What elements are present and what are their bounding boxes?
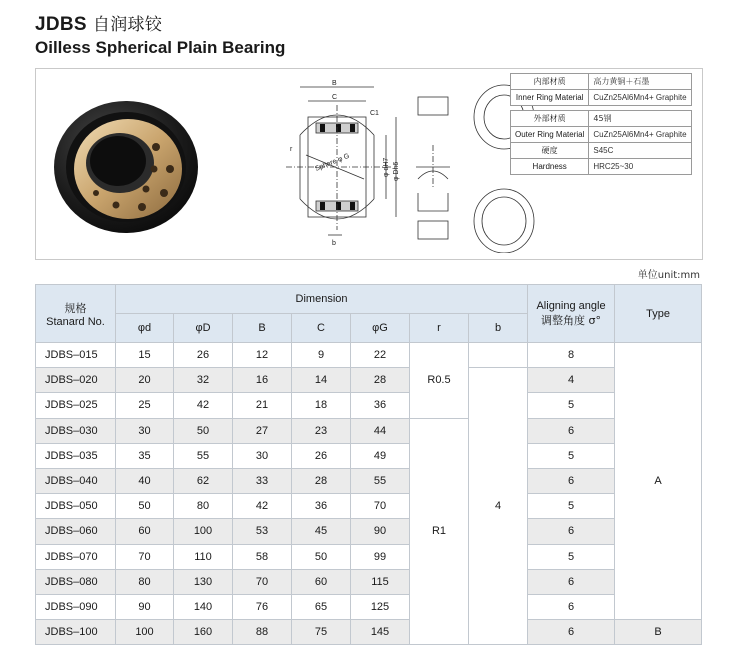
cell-B: 58	[233, 544, 292, 569]
cell-D: 140	[174, 594, 233, 619]
cell-standard-no: JDBS–015	[36, 343, 116, 368]
cell-B: 21	[233, 393, 292, 418]
col-aligning-header	[528, 285, 615, 343]
col-d-header: φd	[116, 314, 174, 343]
dim-dH7-label: φ dH7	[383, 157, 390, 177]
cell-d: 25	[116, 393, 174, 418]
cell-standard-no: JDBS–035	[36, 443, 116, 468]
cell-standard-no: JDBS–040	[36, 468, 116, 493]
table-row	[36, 569, 702, 594]
table-row	[36, 544, 702, 569]
cell-standard-no: JDBS–025	[36, 393, 116, 418]
col-aligning-cn: 调整角度 σ°	[541, 313, 602, 327]
material-table	[510, 73, 692, 175]
material-row	[511, 90, 692, 106]
cell-type: B	[615, 620, 702, 645]
bearing-photo	[46, 89, 206, 239]
col-standard-en: Stanard No.	[46, 315, 105, 328]
table-row	[36, 519, 702, 544]
cell-D: 100	[174, 519, 233, 544]
cell-d: 35	[116, 443, 174, 468]
model-name-cn: 自润球铰	[92, 15, 163, 35]
table-row	[36, 443, 702, 468]
cell-aligning-angle: 5	[528, 544, 615, 569]
cell-B: 42	[233, 494, 292, 519]
cell-b: 4	[469, 368, 528, 645]
cell-C: 18	[292, 393, 351, 418]
cell-D: 62	[174, 468, 233, 493]
cell-aligning-angle: 6	[528, 569, 615, 594]
table-row	[36, 468, 702, 493]
cell-aligning-angle: 6	[528, 594, 615, 619]
cell-r: R1	[410, 418, 469, 645]
cell-B: 12	[233, 343, 292, 368]
cell-b	[469, 343, 528, 368]
material-value: HRC25~30	[589, 159, 691, 175]
cell-standard-no: JDBS–060	[36, 519, 116, 544]
cell-B: 33	[233, 468, 292, 493]
material-row	[511, 111, 692, 127]
cell-C: 36	[292, 494, 351, 519]
cell-C: 45	[292, 519, 351, 544]
cell-d: 80	[116, 569, 174, 594]
cell-C: 65	[292, 594, 351, 619]
dim-Dh6-label: φ Dh6	[393, 161, 400, 181]
cell-d: 15	[116, 343, 174, 368]
product-subtitle: Oilless Spherical Plain Bearing	[35, 38, 286, 57]
cell-D: 80	[174, 494, 233, 519]
cell-aligning-angle: 5	[528, 443, 615, 468]
cell-G: 70	[351, 494, 410, 519]
cell-standard-no: JDBS–030	[36, 418, 116, 443]
cell-standard-no: JDBS–070	[36, 544, 116, 569]
col-D-header: φD	[174, 314, 233, 343]
table-row	[36, 594, 702, 619]
cell-B: 16	[233, 368, 292, 393]
cell-G: 125	[351, 594, 410, 619]
cell-C: 14	[292, 368, 351, 393]
material-key: Inner Ring Material	[511, 90, 589, 106]
col-B-header: B	[233, 314, 292, 343]
cell-G: 28	[351, 368, 410, 393]
model-code: JDBS	[35, 14, 87, 35]
material-row	[511, 74, 692, 90]
cell-d: 50	[116, 494, 174, 519]
material-value: 高力黄铜＋石墨	[589, 74, 691, 90]
cell-B: 88	[233, 620, 292, 645]
col-b-header: b	[469, 314, 528, 343]
cell-D: 26	[174, 343, 233, 368]
cell-d: 40	[116, 468, 174, 493]
cell-D: 50	[174, 418, 233, 443]
cell-d: 70	[116, 544, 174, 569]
cell-d: 60	[116, 519, 174, 544]
material-key: 外部材质	[511, 111, 589, 127]
cell-D: 110	[174, 544, 233, 569]
cell-G: 49	[351, 443, 410, 468]
cell-G: 115	[351, 569, 410, 594]
cell-B: 30	[233, 443, 292, 468]
cell-D: 130	[174, 569, 233, 594]
cell-G: 55	[351, 468, 410, 493]
cell-aligning-angle: 4	[528, 368, 615, 393]
cell-B: 53	[233, 519, 292, 544]
cell-C: 75	[292, 620, 351, 645]
unit-label: 单位unit:mm	[637, 270, 700, 281]
material-value: S45C	[589, 143, 691, 159]
cell-C: 9	[292, 343, 351, 368]
cell-G: 145	[351, 620, 410, 645]
table-row	[36, 418, 702, 443]
cell-D: 42	[174, 393, 233, 418]
cell-G: 99	[351, 544, 410, 569]
cell-aligning-angle: 6	[528, 418, 615, 443]
cell-G: 90	[351, 519, 410, 544]
material-key: 内部材质	[511, 74, 589, 90]
cell-aligning-angle: 6	[528, 620, 615, 645]
cell-C: 23	[292, 418, 351, 443]
dim-C-label: C	[332, 94, 338, 101]
cell-standard-no: JDBS–090	[36, 594, 116, 619]
cell-standard-no: JDBS–020	[36, 368, 116, 393]
material-key: Hardness	[511, 159, 589, 175]
col-C-header: C	[292, 314, 351, 343]
material-value: CuZn25Al6Mn4+ Graphite	[589, 127, 691, 143]
table-row	[36, 620, 702, 645]
cell-aligning-angle: 5	[528, 494, 615, 519]
cell-C: 50	[292, 544, 351, 569]
cell-d: 100	[116, 620, 174, 645]
technical-drawing	[246, 75, 536, 253]
col-aligning-en: Aligning angle	[536, 299, 606, 312]
cell-type: A	[615, 343, 702, 620]
cell-aligning-angle: 6	[528, 468, 615, 493]
cell-C: 26	[292, 443, 351, 468]
table-row	[36, 368, 702, 393]
cell-aligning-angle: 6	[528, 519, 615, 544]
cell-C: 60	[292, 569, 351, 594]
col-standard-cn: 规格	[64, 301, 87, 315]
col-G-header: φG	[351, 314, 410, 343]
material-row	[511, 127, 692, 143]
cell-G: 44	[351, 418, 410, 443]
cell-standard-no: JDBS–080	[36, 569, 116, 594]
material-row	[511, 143, 692, 159]
cell-G: 36	[351, 393, 410, 418]
cell-G: 22	[351, 343, 410, 368]
cell-d: 30	[116, 418, 174, 443]
dim-B-label: B	[332, 80, 337, 87]
col-dimension-header: Dimension	[116, 285, 528, 314]
cell-D: 55	[174, 443, 233, 468]
cell-d: 90	[116, 594, 174, 619]
material-key: 硬度	[511, 143, 589, 159]
table-row	[36, 494, 702, 519]
material-key: Outer Ring Material	[511, 127, 589, 143]
table-row	[36, 393, 702, 418]
table-row	[36, 343, 702, 368]
material-value: CuZn25Al6Mn4+ Graphite	[589, 90, 691, 106]
dim-b-label: b	[332, 240, 336, 247]
cell-D: 32	[174, 368, 233, 393]
cell-B: 76	[233, 594, 292, 619]
dim-C1-label: C1	[370, 110, 379, 117]
product-title	[35, 10, 162, 36]
cell-C: 28	[292, 468, 351, 493]
dim-r-label: r	[290, 146, 293, 153]
cell-r: R0.5	[410, 343, 469, 419]
cell-B: 27	[233, 418, 292, 443]
col-standard-header	[36, 285, 116, 343]
col-r-header: r	[410, 314, 469, 343]
cell-D: 160	[174, 620, 233, 645]
material-row	[511, 159, 692, 175]
sphere-label: Sphere φ G	[314, 152, 351, 173]
cell-standard-no: JDBS–100	[36, 620, 116, 645]
col-type-header: Type	[615, 285, 702, 343]
cell-aligning-angle: 8	[528, 343, 615, 368]
material-value: 45钢	[589, 111, 691, 127]
cell-d: 20	[116, 368, 174, 393]
cell-aligning-angle: 5	[528, 393, 615, 418]
cell-standard-no: JDBS–050	[36, 494, 116, 519]
product-figure-panel	[35, 68, 703, 260]
spec-table	[35, 284, 702, 645]
cell-B: 70	[233, 569, 292, 594]
